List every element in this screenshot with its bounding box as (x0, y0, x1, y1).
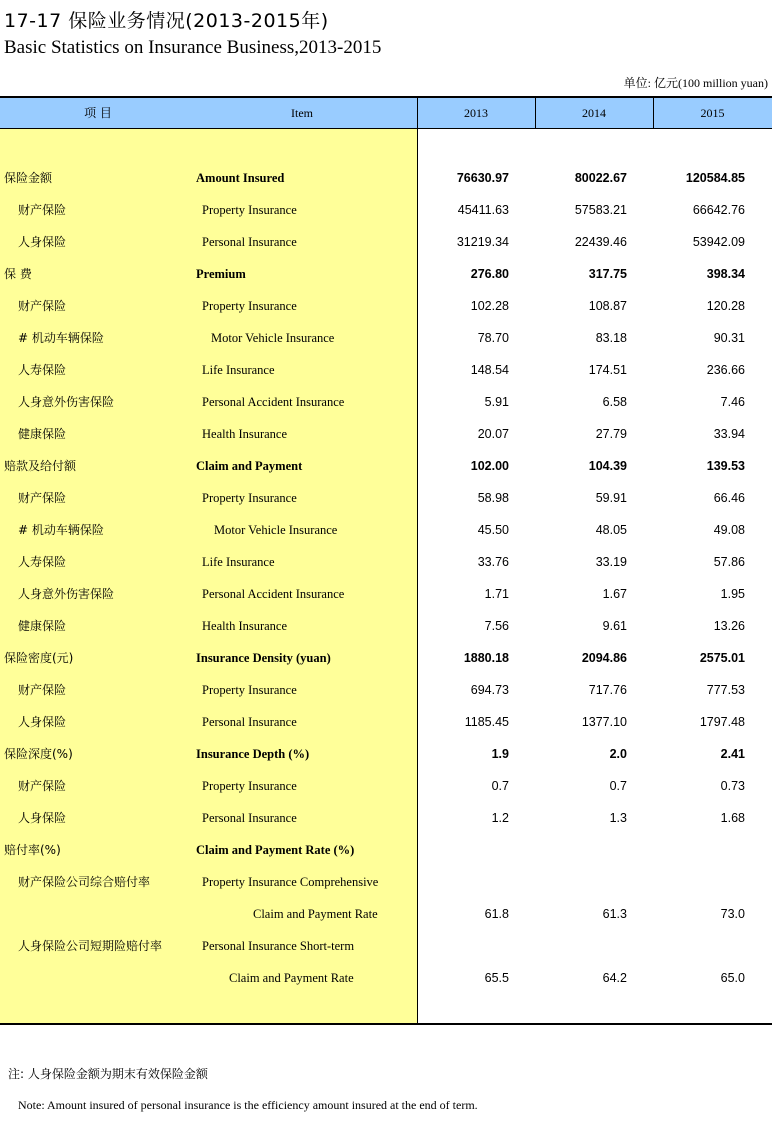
value-cell-2014: 104.39 (588, 459, 627, 473)
value-cell-2013: 78.70 (477, 331, 509, 345)
value-cell-2015: 7.46 (720, 395, 745, 409)
value-cell-2013: 276.80 (470, 267, 509, 281)
table-row (0, 834, 772, 866)
value-cell-2013: 5.91 (484, 395, 509, 409)
column-divider (653, 96, 654, 129)
table-row (0, 418, 772, 450)
value-cell-2014: 27.79 (595, 427, 627, 441)
value-cell-2014: 1.3 (609, 811, 627, 825)
value-cell-2013: 1880.18 (463, 651, 509, 665)
table-row (0, 706, 772, 738)
row-label-en: Property Insurance (202, 299, 297, 313)
row-label-en: Motor Vehicle Insurance (214, 523, 338, 537)
page-title-cn: 17-17 保险业务情况(2013-2015年) (4, 10, 329, 32)
value-cell-2013: 20.07 (477, 427, 509, 441)
row-label-en: Life Insurance (202, 363, 275, 377)
table-row (0, 578, 772, 610)
row-label-cn: 人寿保险 (18, 555, 67, 569)
table-row (0, 610, 772, 642)
value-cell-2014: 174.51 (588, 363, 627, 377)
value-cell-2013: 1.2 (491, 811, 509, 825)
value-cell-2015: 1.68 (720, 811, 745, 825)
row-label-cn: 人身保险 (18, 235, 67, 249)
row-label-en: Claim and Payment Rate (253, 907, 378, 921)
table-row (0, 898, 772, 930)
row-label-cn: 财产保险 (18, 203, 67, 217)
row-label-cn: 赔付率(%) (4, 843, 61, 857)
value-cell-2015: 13.26 (713, 619, 745, 633)
value-cell-2015: 65.0 (720, 971, 745, 985)
row-label-en: Property Insurance (202, 491, 297, 505)
value-cell-2013: 45411.63 (457, 203, 509, 217)
table-row (0, 194, 772, 226)
row-label-cn: 人身保险公司短期险赔付率 (18, 939, 163, 953)
row-label-en: Premium (196, 267, 246, 281)
row-label-cn: # 机动车辆保险 (18, 331, 104, 345)
value-cell-2013: 1185.45 (464, 715, 509, 729)
row-label-cn: 财产保险 (18, 779, 67, 793)
value-cell-2014: 317.75 (588, 267, 627, 281)
table-row (0, 674, 772, 706)
value-cell-2014: 0.7 (609, 779, 627, 793)
header-year-2013: 2013 (464, 106, 488, 120)
value-cell-2014: 33.19 (595, 555, 627, 569)
row-label-en: Health Insurance (202, 619, 288, 633)
header-year-2015: 2015 (700, 106, 725, 120)
row-label-en: Property Insurance (202, 779, 297, 793)
table-row (0, 386, 772, 418)
value-cell-2013: 61.8 (484, 907, 509, 921)
value-cell-2013: 102.00 (470, 459, 509, 473)
row-label-en: Personal Insurance (202, 235, 297, 249)
value-cell-2014: 9.61 (602, 619, 627, 633)
row-label-cn: 保险密度(元) (4, 651, 74, 665)
table-row (0, 546, 772, 578)
row-label-en: Personal Insurance (202, 811, 297, 825)
value-cell-2015: 120.28 (706, 299, 745, 313)
header-item-cn: 项 目 (84, 106, 112, 120)
row-label-en: Claim and Payment Rate (229, 971, 354, 985)
row-label-cn: 赔款及给付额 (4, 459, 77, 473)
value-cell-2014: 48.05 (595, 523, 627, 537)
value-cell-2013: 694.73 (470, 683, 509, 697)
row-label-cn: 人身意外伤害保险 (18, 395, 115, 409)
value-cell-2013: 76630.97 (456, 171, 509, 185)
table-row (0, 642, 772, 674)
row-label-cn: 保 费 (4, 267, 32, 281)
page-title-en: Basic Statistics on Insurance Business,2013-2015 (4, 37, 382, 58)
row-label-en: Property Insurance (202, 683, 297, 697)
value-cell-2014: 64.2 (602, 971, 627, 985)
header-item-en: Item (291, 106, 313, 120)
table-row (0, 450, 772, 482)
column-divider (535, 96, 536, 129)
row-label-en: Insurance Density (yuan) (196, 651, 331, 665)
table-row (0, 290, 772, 322)
table-row (0, 930, 772, 962)
row-label-en: Motor Vehicle Insurance (211, 331, 335, 345)
row-label-en: Claim and Payment Rate (%) (196, 843, 355, 857)
value-cell-2014: 1.67 (602, 587, 627, 601)
row-label-cn: 保险金额 (4, 171, 53, 185)
value-cell-2015: 73.0 (720, 907, 745, 921)
header-year-2014: 2014 (582, 106, 606, 120)
table-row (0, 770, 772, 802)
row-label-en: Health Insurance (202, 427, 288, 441)
row-label-cn: 财产保险公司综合赔付率 (18, 875, 151, 889)
row-label-en: Claim and Payment (196, 459, 303, 473)
value-cell-2013: 45.50 (477, 523, 509, 537)
value-cell-2015: 53942.09 (692, 235, 745, 249)
footnote-en: Note: Amount insured of personal insurance is the efficiency amount insured at the end of term. (18, 1098, 478, 1112)
value-cell-2014: 80022.67 (574, 171, 627, 185)
value-cell-2015: 0.73 (720, 779, 745, 793)
table-row (0, 962, 772, 994)
table-row (0, 322, 772, 354)
row-label-en: Personal Insurance (202, 715, 297, 729)
table-row (0, 738, 772, 770)
value-cell-2014: 108.87 (588, 299, 627, 313)
value-cell-2015: 1797.48 (699, 715, 745, 729)
table-row (0, 866, 772, 898)
value-cell-2015: 66.46 (713, 491, 745, 505)
value-cell-2015: 777.53 (706, 683, 745, 697)
value-cell-2015: 139.53 (706, 459, 745, 473)
table-row (0, 258, 772, 290)
row-label-cn: # 机动车辆保险 (18, 523, 104, 537)
value-cell-2014: 83.18 (595, 331, 627, 345)
row-label-en: Amount Insured (196, 171, 285, 185)
value-cell-2015: 398.34 (706, 267, 745, 281)
row-label-cn: 人身意外伤害保险 (18, 587, 115, 601)
unit-label: 单位: 亿元(100 million yuan) (623, 76, 768, 90)
table-row (0, 226, 772, 258)
value-cell-2015: 236.66 (706, 363, 745, 377)
row-label-en: Life Insurance (202, 555, 275, 569)
table-row (0, 162, 772, 194)
table-bottom-rule (0, 1023, 772, 1025)
table-header (0, 96, 772, 129)
value-cell-2013: 148.54 (470, 363, 509, 377)
value-cell-2013: 33.76 (477, 555, 509, 569)
value-cell-2015: 66642.76 (692, 203, 745, 217)
table-row (0, 482, 772, 514)
table-row (0, 802, 772, 834)
row-label-en: Property Insurance Comprehensive (202, 875, 379, 889)
value-cell-2013: 31219.34 (456, 235, 509, 249)
row-label-en: Personal Accident Insurance (202, 395, 345, 409)
value-cell-2014: 57583.21 (574, 203, 627, 217)
table-row (0, 354, 772, 386)
row-label-en: Personal Accident Insurance (202, 587, 345, 601)
value-cell-2013: 65.5 (484, 971, 509, 985)
row-label-cn: 健康保险 (18, 619, 67, 633)
value-cell-2013: 0.7 (491, 779, 509, 793)
row-label-cn: 人身保险 (18, 715, 67, 729)
row-label-cn: 健康保险 (18, 427, 67, 441)
value-cell-2015: 90.31 (713, 331, 745, 345)
row-label-cn: 财产保险 (18, 491, 67, 505)
value-cell-2014: 22439.46 (574, 235, 627, 249)
value-cell-2014: 2094.86 (581, 651, 627, 665)
value-cell-2013: 1.9 (491, 747, 509, 761)
value-cell-2015: 49.08 (713, 523, 745, 537)
value-cell-2014: 61.3 (602, 907, 627, 921)
row-label-cn: 人寿保险 (18, 363, 67, 377)
value-cell-2013: 58.98 (477, 491, 509, 505)
row-label-cn: 财产保险 (18, 299, 67, 313)
value-cell-2015: 33.94 (713, 427, 745, 441)
value-cell-2014: 59.91 (595, 491, 627, 505)
value-cell-2014: 1377.10 (581, 715, 627, 729)
value-cell-2014: 717.76 (588, 683, 627, 697)
row-label-en: Insurance Depth (%) (196, 747, 310, 761)
table-row (0, 514, 772, 546)
row-label-en: Personal Insurance Short-term (202, 939, 355, 953)
value-cell-2015: 2.41 (720, 747, 745, 761)
value-cell-2015: 57.86 (713, 555, 745, 569)
row-label-cn: 人身保险 (18, 811, 67, 825)
row-label-cn: 保险深度(%) (4, 747, 73, 761)
value-cell-2014: 2.0 (609, 747, 627, 761)
value-cell-2015: 2575.01 (699, 651, 745, 665)
row-label-cn: 财产保险 (18, 683, 67, 697)
value-cell-2013: 102.28 (470, 299, 509, 313)
footnote-cn: 注: 人身保险金额为期末有效保险金额 (8, 1067, 208, 1081)
value-cell-2014: 6.58 (602, 395, 627, 409)
row-label-en: Property Insurance (202, 203, 297, 217)
value-cell-2013: 1.71 (484, 587, 509, 601)
value-cell-2015: 1.95 (720, 587, 745, 601)
value-cell-2015: 120584.85 (685, 171, 745, 185)
value-cell-2013: 7.56 (484, 619, 509, 633)
